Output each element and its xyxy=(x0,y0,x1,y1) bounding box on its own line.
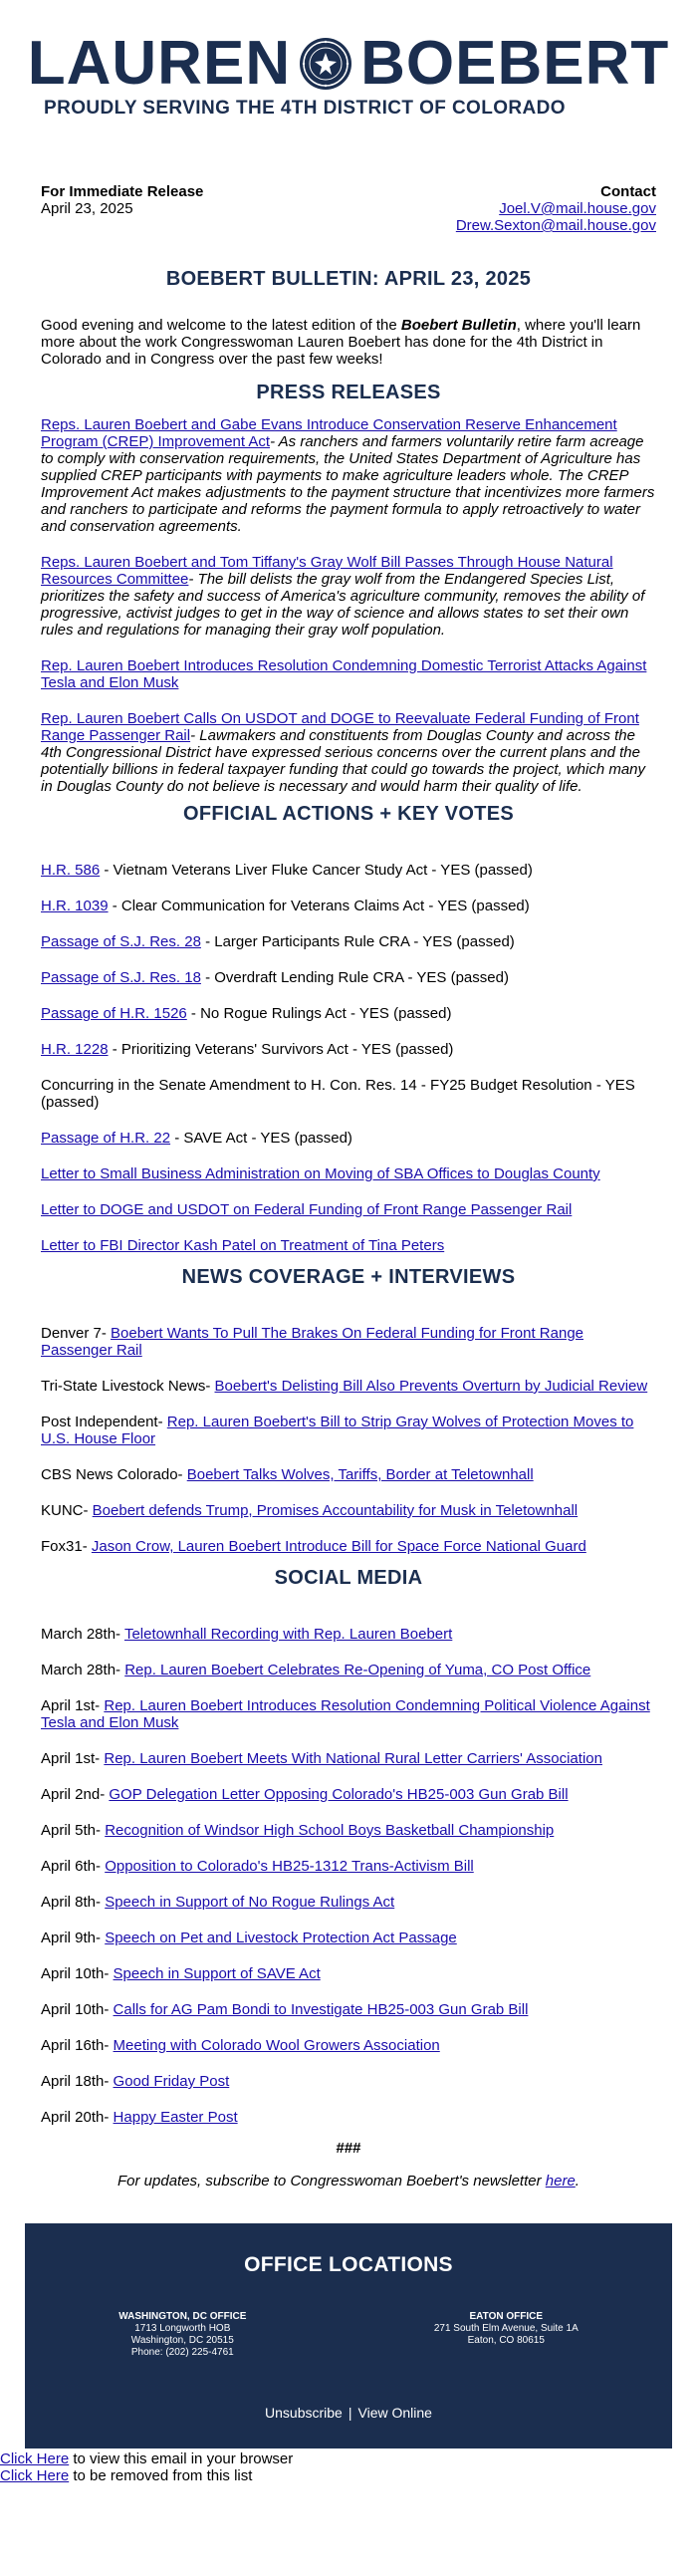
social-link[interactable]: Speech in Support of SAVE Act xyxy=(113,1965,321,1982)
intro-paragraph xyxy=(41,317,656,368)
social-date: April 1st- xyxy=(41,1750,105,1767)
intro-after: , where you'll learn more about the work Congresswoman Lauren Boebert has done for the 4th District in Colorado and in Congress over the past few weeks! xyxy=(41,317,641,368)
social-link[interactable]: GOP Delegation Letter Opposing Colorado's HB25-003 Gun Grab Bill xyxy=(109,1786,569,1803)
view-in-browser-line xyxy=(0,2450,697,2467)
release-header xyxy=(41,183,656,234)
masthead xyxy=(27,0,670,120)
subscribe-line xyxy=(41,2173,656,2190)
dc-office xyxy=(118,2311,246,2359)
action-item xyxy=(41,933,656,950)
dc-office-phone: Phone: (202) 225-4761 xyxy=(130,2347,234,2358)
social-link[interactable]: Speech in Support of No Rogue Rulings Act xyxy=(105,1894,395,1911)
news-source: Tri-State Livestock News- xyxy=(41,1378,215,1395)
news-item xyxy=(41,1502,656,1519)
remove-from-list-line xyxy=(0,2467,697,2484)
social-item xyxy=(41,1930,656,1946)
action-item xyxy=(41,1005,656,1022)
news-item xyxy=(41,1325,656,1359)
social-item xyxy=(41,1965,656,1982)
action-link[interactable]: Letter to FBI Director Kash Patel on Treatment of Tina Peters xyxy=(41,1237,445,1254)
news-link[interactable]: Boebert Talks Wolves, Tariffs, Border at Teletownhall xyxy=(186,1466,534,1483)
news-item xyxy=(41,1378,656,1395)
social-link[interactable]: Recognition of Windsor High School Boys Basketball Championship xyxy=(105,1822,555,1839)
masthead-tagline: PROUDLY SERVING THE 4TH DISTRICT OF COLORADO xyxy=(44,98,566,119)
action-text: - No Rogue Rulings Act - YES (passed) xyxy=(186,1005,452,1022)
news-link[interactable]: Boebert Wants To Pull The Brakes On Federal Funding for Front Range Passenger Rail xyxy=(41,1325,583,1359)
social-item xyxy=(41,2073,656,2090)
social-date: March 28th- xyxy=(41,1662,125,1678)
bottom-links xyxy=(0,2450,697,2484)
action-text: - Vietnam Veterans Liver Fluke Cancer Study Act - YES (passed) xyxy=(100,862,533,879)
social-date: April 10th- xyxy=(41,2001,114,2018)
news-title: NEWS COVERAGE + INTERVIEWS xyxy=(181,1266,516,1288)
social-item xyxy=(41,2001,656,2018)
press-release-summary: - The bill delists the gray wolf from the Endangered Species List, prioritizes the safety and success of America's agriculture community, removes the ability of progressive, activist judges to get in the way of science and allows states to set their own rules and regulations for managing their gray wolf population. xyxy=(41,571,645,639)
action-text: - Clear Communication for Veterans Claims Act - YES (passed) xyxy=(108,898,530,914)
dc-office-name: WASHINGTON, DC OFFICE xyxy=(118,2311,247,2322)
newsletter xyxy=(27,0,670,2190)
social-item xyxy=(41,1822,656,1839)
press-release-item xyxy=(41,554,656,639)
social-title: SOCIAL MEDIA xyxy=(274,1567,423,1589)
social-link[interactable]: Calls for AG Pam Bondi to Investigate HB25-003 Gun Grab Bill xyxy=(113,2001,529,2018)
dc-office-line1: 1713 Longworth HOB xyxy=(134,2323,231,2334)
news-link[interactable]: Boebert's Delisting Bill Also Prevents Overturn by Judicial Review xyxy=(214,1378,648,1395)
news-source: Denver 7- xyxy=(41,1325,112,1342)
social-link[interactable]: Rep. Lauren Boebert Meets With National Rural Letter Carriers' Association xyxy=(104,1750,602,1767)
subscribe-link[interactable]: here xyxy=(545,2173,576,2190)
official-actions-title: OFFICIAL ACTIONS + KEY VOTES xyxy=(183,803,514,825)
press-release-item xyxy=(41,657,656,691)
social-link[interactable]: Meeting with Colorado Wool Growers Association xyxy=(113,2037,440,2054)
release-left xyxy=(41,183,203,234)
bulletin-title: BOEBERT BULLETIN: APRIL 23, 2025 xyxy=(165,268,532,290)
news-item xyxy=(41,1466,656,1483)
view-online-link[interactable]: View Online xyxy=(357,2405,432,2421)
masthead-name-right: BOEBERT xyxy=(360,29,670,98)
footer-link-separator: | xyxy=(348,2405,352,2421)
press-release-summary: - As ranchers and farmers voluntarily retire farm acreage to comply with conservation requirements, the United States Department of Agriculture has supplied CREP participants with payments to make agriculture leaders whole. The CREP Improvement Act makes adjustments to the payment structure that incentivizes more farmers and ranchers to participate and reforms the payment formula to apply retroactively to water and conservation agreements. xyxy=(41,433,655,535)
press-release-item xyxy=(41,416,656,535)
signoff: ### xyxy=(336,2140,361,2157)
action-item xyxy=(41,1165,656,1182)
press-release-summary: - Lawmakers and constituents from Douglas County and across the 4th Congressional District have expressed serious concerns over the current plans and the potentially billions in federal taxpayer funding that could go towards the project, which many in Douglas County do not believe is necessary and would harm their quality of life. xyxy=(41,727,646,795)
press-release-link[interactable]: Reps. Lauren Boebert and Tom Tiffany's Gray Wolf Bill Passes Through House Natural Resources Committee xyxy=(41,554,613,588)
intro-before: Good evening and welcome to the latest edition of the xyxy=(41,317,401,334)
release-label: For Immediate Release xyxy=(41,183,204,200)
action-item xyxy=(41,1201,656,1218)
action-text: - Overdraft Lending Rule CRA - YES (passed) xyxy=(200,969,509,986)
dc-office-line2: Washington, DC 20515 xyxy=(130,2335,234,2346)
action-link[interactable]: Passage of S.J. Res. 18 xyxy=(41,969,201,986)
social-item xyxy=(41,1894,656,1911)
press-release-item xyxy=(41,710,656,795)
social-list xyxy=(41,1626,656,2126)
social-item xyxy=(41,1750,656,1767)
subscribe-before: For updates, subscribe to Congresswoman Boebert's newsletter xyxy=(117,2173,546,2190)
view-in-browser-text: to view this email in your browser xyxy=(69,2450,294,2467)
social-date: April 18th- xyxy=(41,2073,114,2090)
news-item xyxy=(41,1538,656,1555)
action-item xyxy=(41,969,656,986)
remove-from-list-link[interactable]: Click Here xyxy=(0,2467,70,2484)
footer xyxy=(25,2223,672,2448)
action-item xyxy=(41,1237,656,1254)
footer-links xyxy=(25,2405,672,2421)
social-item xyxy=(41,1697,656,1731)
social-link[interactable]: Opposition to Colorado's HB25-1312 Trans-Activism Bill xyxy=(105,1858,474,1875)
news-item xyxy=(41,1414,656,1447)
press-release-link[interactable]: Rep. Lauren Boebert Introduces Resolution Condemning Domestic Terrorist Attacks Against Tesla and Elon Musk xyxy=(41,657,647,691)
action-text: - SAVE Act - YES (passed) xyxy=(170,1130,352,1147)
social-link[interactable]: Rep. Lauren Boebert Introduces Resolution Condemning Political Violence Against Tesla and Elon Musk xyxy=(41,1697,650,1731)
action-text: Concurring in the Senate Amendment to H. Con. Res. 14 - FY25 Budget Resolution - YES (passed) xyxy=(41,1077,635,1111)
release-date: April 23, 2025 xyxy=(41,200,133,217)
news-link[interactable]: Boebert defends Trump, Promises Accountability for Musk in Teletownhall xyxy=(92,1502,579,1519)
social-link[interactable]: Good Friday Post xyxy=(113,2073,230,2090)
action-link[interactable]: H.R. 586 xyxy=(41,862,101,879)
intro-bold: Boebert Bulletin xyxy=(400,317,517,334)
action-link[interactable]: H.R. 1228 xyxy=(41,1041,109,1058)
eaton-office-line2: Eaton, CO 80615 xyxy=(467,2335,545,2346)
news-link[interactable]: Jason Crow, Lauren Boebert Introduce Bill for Space Force National Guard xyxy=(91,1538,586,1555)
social-link[interactable]: Speech on Pet and Livestock Protection Act Passage xyxy=(105,1930,457,1946)
action-item xyxy=(41,1077,656,1111)
press-release-link[interactable]: Rep. Lauren Boebert Calls On USDOT and DOGE to Reevaluate Federal Funding of Front Range Passenger Rail xyxy=(41,710,639,744)
action-link[interactable]: H.R. 1039 xyxy=(41,898,109,914)
official-actions-list xyxy=(41,862,656,1254)
social-date: April 6th- xyxy=(41,1858,106,1875)
action-item xyxy=(41,862,656,879)
action-item xyxy=(41,1041,656,1058)
eaton-office-line1: 271 South Elm Avenue, Suite 1A xyxy=(433,2323,579,2334)
social-item xyxy=(41,1858,656,1875)
view-in-browser-link[interactable]: Click Here xyxy=(0,2450,70,2467)
social-date: April 8th- xyxy=(41,1894,106,1911)
masthead-name-left: LAUREN xyxy=(27,29,292,98)
subscribe-after: . xyxy=(575,2173,580,2190)
office-list xyxy=(25,2311,672,2359)
news-source: Fox31- xyxy=(41,1538,92,1555)
social-date: April 5th- xyxy=(41,1822,106,1839)
press-release-link[interactable]: Reps. Lauren Boebert and Gabe Evans Introduce Conservation Reserve Enhancement Program (CREP) Improvement Act xyxy=(41,416,617,450)
action-item xyxy=(41,1130,656,1147)
social-item xyxy=(41,2037,656,2054)
social-link[interactable]: Rep. Lauren Boebert Celebrates Re-Opening of Yuma, CO Post Office xyxy=(124,1662,591,1678)
office-locations-title: OFFICE LOCATIONS xyxy=(244,2253,453,2276)
action-text: - Prioritizing Veterans' Survivors Act - YES (passed) xyxy=(108,1041,454,1058)
social-date: April 2nd- xyxy=(41,1786,110,1803)
action-link[interactable]: Letter to Small Business Administration on Moving of SBA Offices to Douglas County xyxy=(41,1165,600,1182)
social-link[interactable]: Happy Easter Post xyxy=(113,2109,238,2126)
press-releases-list xyxy=(41,416,656,795)
action-link[interactable]: Letter to DOGE and USDOT on Federal Funding of Front Range Passenger Rail xyxy=(41,1201,573,1218)
contact-email-joel[interactable]: Joel.V@mail.house.gov xyxy=(499,200,656,217)
news-source: KUNC- xyxy=(41,1502,93,1519)
social-link[interactable]: Teletownhall Recording with Rep. Lauren Boebert xyxy=(123,1626,453,1643)
congressional-seal-icon xyxy=(299,37,352,91)
social-item xyxy=(41,1662,656,1678)
eaton-office-name: EATON OFFICE xyxy=(469,2311,544,2322)
action-link[interactable]: Passage of H.R. 1526 xyxy=(41,1005,187,1022)
unsubscribe-link[interactable]: Unsubscribe xyxy=(265,2405,343,2421)
news-source: CBS News Colorado- xyxy=(41,1466,187,1483)
action-text: - Larger Participants Rule CRA - YES (passed) xyxy=(200,933,515,950)
press-releases-title: PRESS RELEASES xyxy=(256,382,441,403)
social-item xyxy=(41,2109,656,2126)
social-item xyxy=(41,1626,656,1643)
contact-email-drew[interactable]: Drew.Sexton@mail.house.gov xyxy=(455,217,656,234)
social-date: April 10th- xyxy=(41,1965,114,1982)
social-date: April 1st- xyxy=(41,1697,105,1714)
contact-label: Contact xyxy=(600,183,656,200)
social-date: April 20th- xyxy=(41,2109,114,2126)
social-item xyxy=(41,1786,656,1803)
masthead-name xyxy=(27,29,670,98)
eaton-office xyxy=(434,2311,579,2359)
action-link[interactable]: Passage of H.R. 22 xyxy=(41,1130,171,1147)
news-link[interactable]: Rep. Lauren Boebert's Bill to Strip Gray Wolves of Protection Moves to U.S. House Floor xyxy=(41,1414,634,1447)
action-item xyxy=(41,898,656,914)
news-source: Post Independent- xyxy=(41,1414,167,1430)
remove-from-list-text: to be removed from this list xyxy=(69,2467,253,2484)
social-date: April 16th- xyxy=(41,2037,114,2054)
news-list xyxy=(41,1325,656,1555)
social-date: April 9th- xyxy=(41,1930,106,1946)
social-date: March 28th- xyxy=(41,1626,124,1643)
action-link[interactable]: Passage of S.J. Res. 28 xyxy=(41,933,201,950)
release-contact xyxy=(456,183,656,234)
